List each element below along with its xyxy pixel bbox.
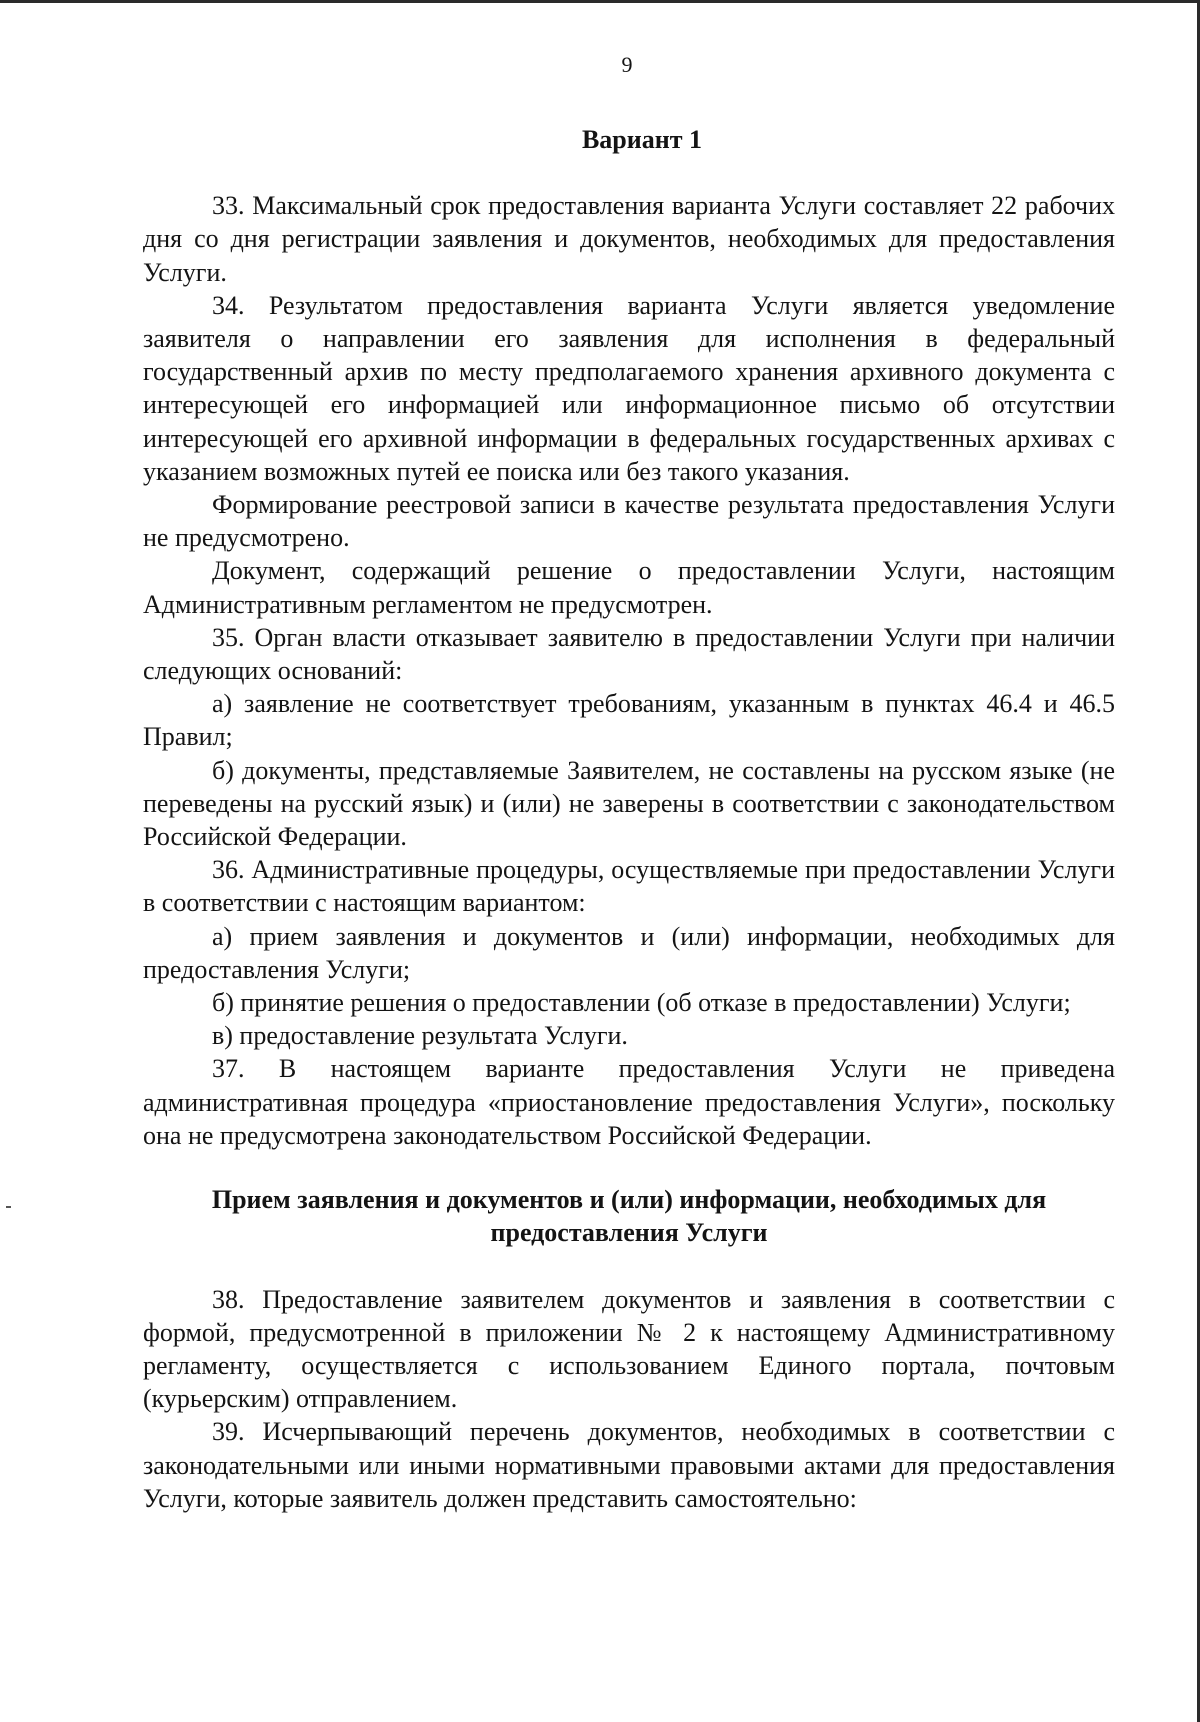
- document-body: [143, 123, 1115, 1515]
- paragraph-36: 36. Административные процедуры, осуществляемые при предоставлении Услуги в соответствии с настоящим вариантом:: [143, 855, 1115, 918]
- paragraph-36-v: в) предоставление результата Услуги.: [212, 1021, 628, 1051]
- page-number: 9: [621, 52, 633, 77]
- paragraph-36-b: б) принятие решения о предоставлении (об отказе в предоставлении) Услуги;: [212, 988, 1071, 1018]
- paragraph-35: 35. Орган власти отказывает заявителю в предоставлении Услуги при наличии следующих оснований:: [143, 622, 1115, 686]
- paragraph-39: 39. Исчерпывающий перечень документов, необходимых в соответствии с законодательными или иными нормативными правовыми актами для предоставления Услуги, которые заявитель должен представить самостоятельно:: [143, 1417, 1115, 1513]
- section-variant-1: [143, 189, 1115, 1152]
- paragraph-37: 37. В настоящем варианте предоставления Услуги не приведена административная процедура «приостановление предоставления Услуги», поскольку она не предусмотрена законодательством Российской Федерации.: [143, 1054, 1115, 1150]
- heading-section-2: Прием заявления и документов и (или) информации, необходимых для предоставления Услуги: [211, 1185, 1047, 1248]
- paragraph-registry-record: Формирование реестровой записи в качестве результата предоставления Услуги не предусмотрено.: [143, 490, 1115, 553]
- paragraph-35-b: б) документы, представляемые Заявителем, не составлены на русском языке (не переведены на русский язык) и (или) не заверены в соответствии с законодательством Российской Федерации.: [143, 755, 1115, 852]
- section-application-reception: [143, 1283, 1115, 1515]
- paragraph-38: 38. Предоставление заявителем документов и заявления в соответствии с формой, предусмотренной в приложении № 2 к настоящему Административному регламенту, осуществляется с использованием Единого портала, почтовым (курьерским) отправлением.: [143, 1284, 1115, 1414]
- paragraph-35-a: а) заявление не соответствует требованиям, указанным в пунктах 46.4 и 46.5 Правил;: [143, 689, 1115, 752]
- paragraph-decision-document: Документ, содержащий решение о предоставлении Услуги, настоящим Административным регламентом не предусмотрен.: [143, 556, 1115, 619]
- paragraph-34: 34. Результатом предоставления варианта Услуги является уведомление заявителя о направлении его заявления для исполнения в федеральный государственный архив по месту предполагаемого хранения архивного документа с интересующей его информацией или информационное письмо об отсутствии интересующей его архивной информации в федеральных государственных архивах с указанием возможных путей ее поиска или без такого указания.: [143, 290, 1115, 486]
- paragraph-36-a: а) прием заявления и документов и (или) информации, необходимых для предоставления Услуги;: [143, 921, 1115, 984]
- heading-variant: Вариант 1: [581, 125, 703, 154]
- paragraph-33: 33. Максимальный срок предоставления варианта Услуги составляет 22 рабочих дня со дня регистрации заявления и документов, необходимых для предоставления Услуги.: [143, 191, 1115, 287]
- scan-artifact-mark: [6, 1206, 11, 1208]
